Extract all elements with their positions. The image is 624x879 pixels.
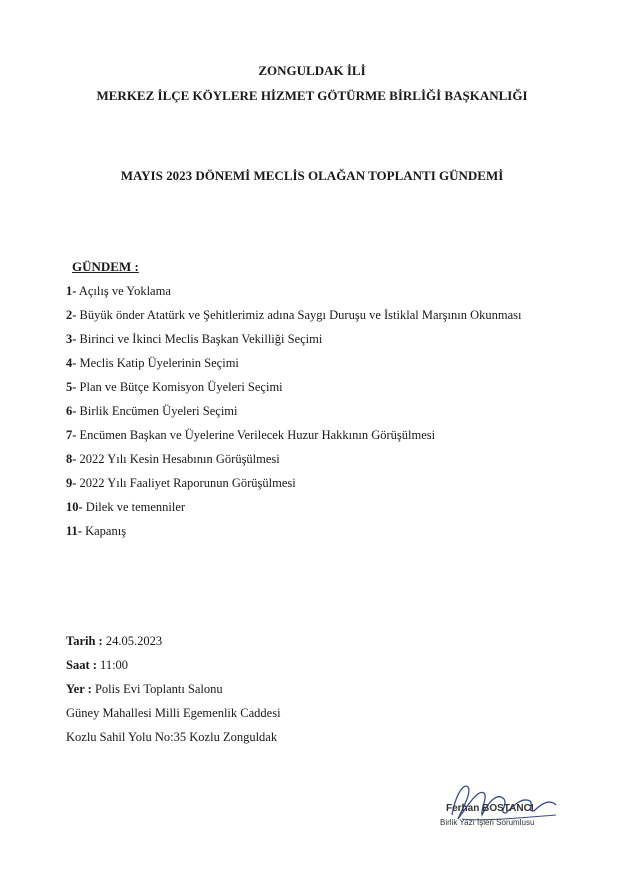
agenda-item: 1- Açılış ve Yoklama [66, 284, 171, 298]
signatory-title: Birlik Yazı İşleri Sorumlusu [440, 818, 535, 827]
agenda-item: 11- Kapanış [66, 524, 127, 538]
signatory-name: Ferhan BOSTANCI [446, 803, 534, 814]
agenda-item: 5- Plan ve Bütçe Komisyon Üyeleri Seçimi [66, 380, 283, 394]
header-institution: MERKEZ İLÇE KÖYLERE HİZMET GÖTÜRME BİRLİĞİ BAŞKANLIĞI [96, 88, 528, 103]
agenda-item: 9- 2022 Yılı Faaliyet Raporunun Görüşülmesi [66, 476, 296, 490]
address-line-2: Kozlu Sahil Yolu No:35 Kozlu Zonguldak [66, 730, 278, 744]
meeting-time: Saat : 11:00 [66, 658, 129, 672]
agenda-item: 10- Dilek ve temenniler [66, 500, 186, 514]
agenda-item: 4- Meclis Katip Üyelerinin Seçimi [66, 356, 239, 370]
meeting-date: Tarih : 24.05.2023 [66, 634, 163, 648]
agenda-item: 8- 2022 Yılı Kesin Hesabının Görüşülmesi [66, 452, 280, 466]
agenda-heading: GÜNDEM : [72, 259, 139, 274]
agenda-item: 3- Birinci ve İkinci Meclis Başkan Vekilliği Seçimi [66, 332, 323, 346]
signature-image [438, 775, 568, 855]
agenda-item: 2- Büyük önder Atatürk ve Şehitlerimiz adına Saygı Duruşu ve İstiklal Marşının Okunması [66, 308, 522, 322]
meeting-info [66, 633, 281, 753]
agenda-list [66, 283, 522, 547]
agenda-item: 7- Encümen Başkan ve Üyelerine Verilecek Huzur Hakkının Görüşülmesi [66, 428, 436, 442]
meeting-place: Yer : Polis Evi Toplantı Salonu [66, 682, 223, 696]
header-province: ZONGULDAK İLİ [258, 63, 366, 78]
document-title: MAYIS 2023 DÖNEMİ MECLİS OLAĞAN TOPLANTI GÜNDEMİ [120, 168, 504, 183]
address-line-1: Güney Mahallesi Milli Egemenlik Caddesi [66, 706, 281, 720]
agenda-item: 6- Birlik Encümen Üyeleri Seçimi [66, 404, 238, 418]
